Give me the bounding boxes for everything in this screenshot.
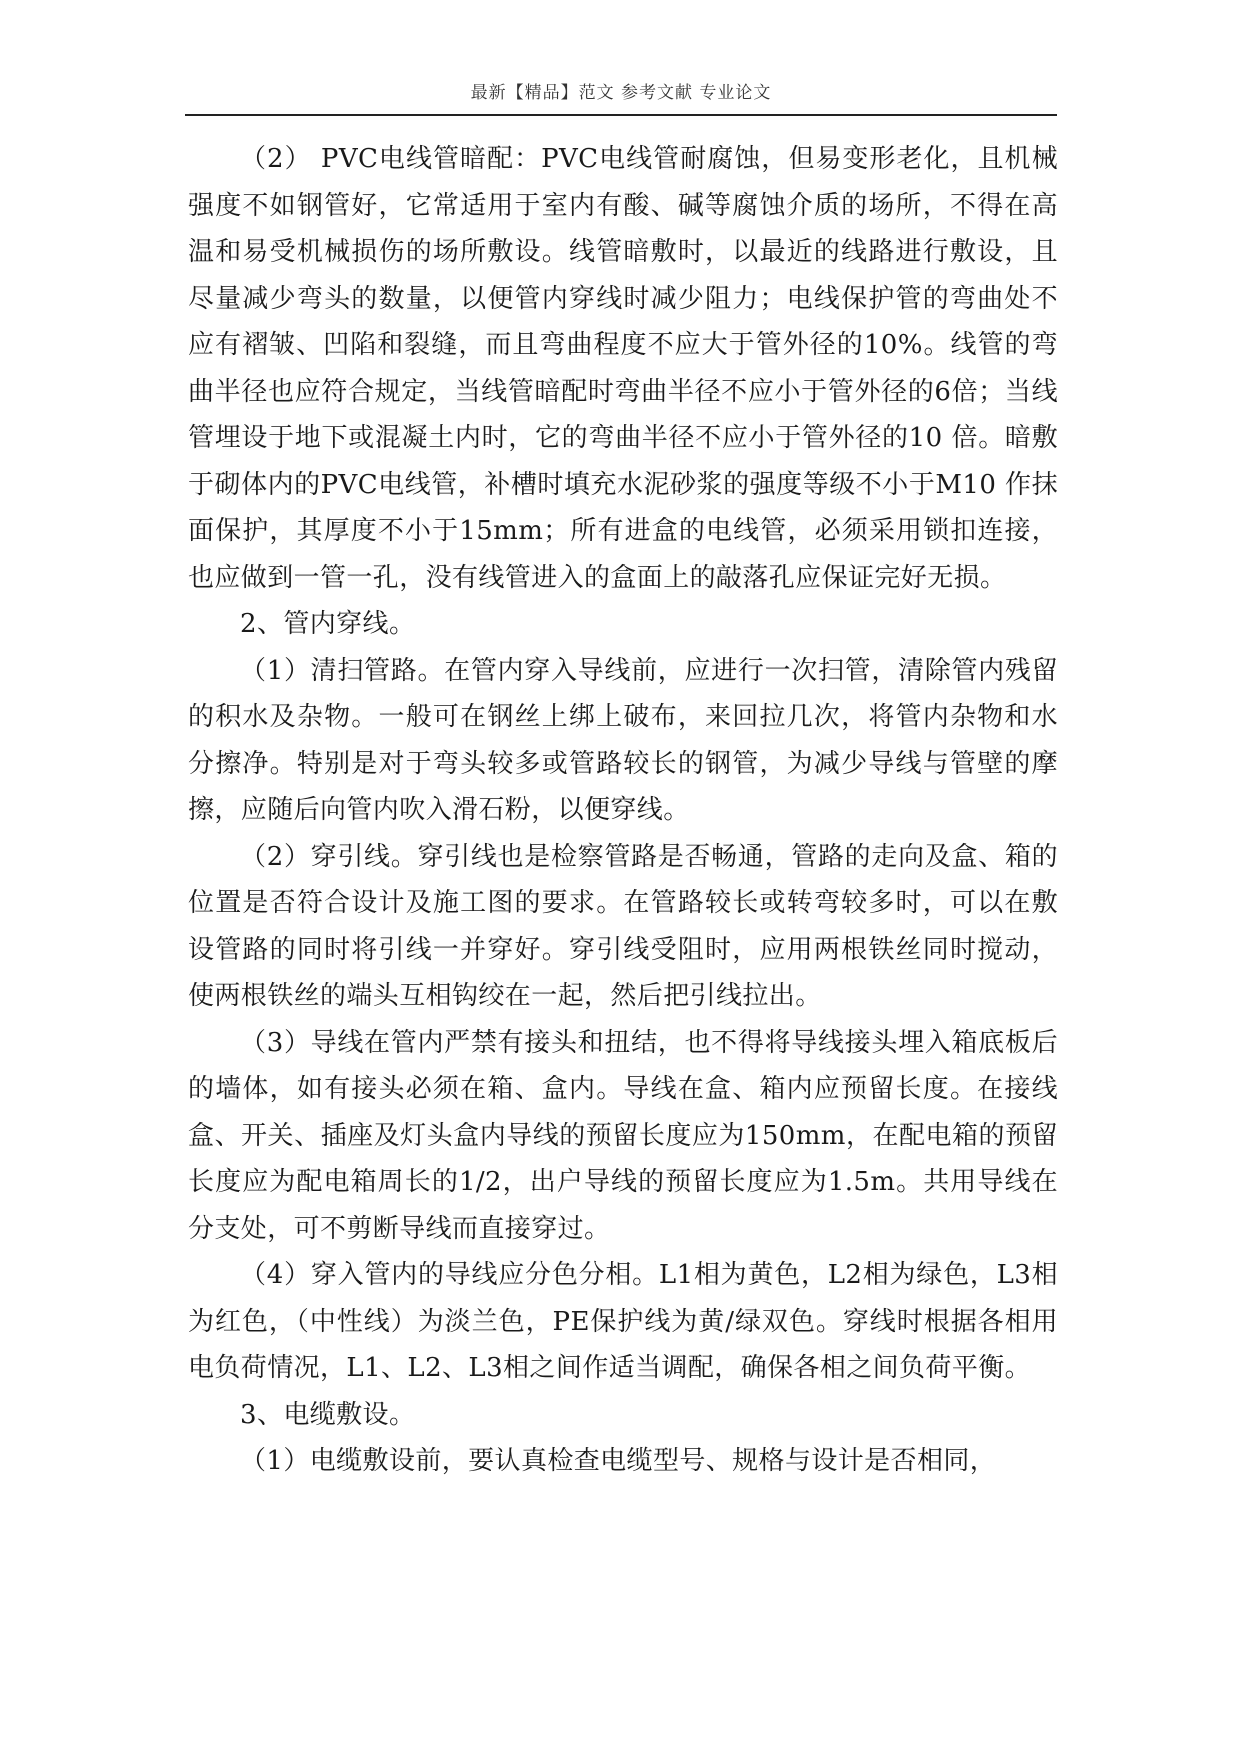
paragraph-clean-conduit: （1）清扫管路。在管内穿入导线前，应进行一次扫管，清除管内残留的积水及杂物。一般可在钢丝上绑上破布，来回拉几次，将管内杂物和水分擦净。特别是对于弯头较多或管路较长的钢管，为减少导线与管壁的摩擦，应随后向管内吹入滑石粉，以便穿线。: [188, 655, 1058, 825]
paragraph-pull-wire: （2）穿引线。穿引线也是检察管路是否畅通，管路的走向及盒、箱的位置是否符合设计及施工图的要求。在管路较长或转弯较多时，可以在敷设管路的同时将引线一并穿好。穿引线受阻时，应用两根铁丝同时搅动，使两根铁丝的端头互相钩绞在一起，然后把引线拉出。: [188, 841, 1058, 1011]
paragraph-cable-check: （1）电缆敷设前，要认真检查电缆型号、规格与设计是否相同，: [240, 1446, 997, 1476]
section-heading-wiring: 2、管内穿线。: [240, 609, 416, 639]
paragraph-no-joints: （3）导线在管内严禁有接头和扭结，也不得将导线接头埋入箱底板后的墙体，如有接头必须在箱、盒内。导线在盒、箱内应预留长度。在接线盒、开关、插座及灯头盒内导线的预留长度应为150mm，在配电箱的预留长度应为配电箱周长的1/2，出户导线的预留长度应为1.5m。共用导线在分支处，可不剪断导线而直接穿过。: [188, 1027, 1058, 1244]
page-header: 最新【精品】范文 参考文献 专业论文: [470, 83, 772, 103]
document-body: [188, 136, 1058, 1485]
paragraph-pvc-conduit: （2） PVC电线管暗配：PVC电线管耐腐蚀，但易变形老化，且机械强度不如钢管好，它常适用于室内有酸、碱等腐蚀介质的场所，不得在高温和易受机械损伤的场所敷设。线管暗敷时，以最近的线路进行敷设，且尽量减少弯头的数量，以便管内穿线时减少阻力；电线保护管的弯曲处不应有褶皱、凹陷和裂缝，而且弯曲程度不应大于管外径的10%。线管的弯曲半径也应符合规定，当线管暗配时弯曲半径不应小于管外径的6倍；当线管埋设于地下或混凝土内时，它的弯曲半径不应小于管外径的10 倍。暗敷于砌体内的PVC电线管，补槽时填充水泥砂浆的强度等级不小于M10 作抹面保护，其厚度不小于15mm；所有进盒的电线管，必须采用锁扣连接，也应做到一管一孔，没有线管进入的盒面上的敲落孔应保证完好无损。: [188, 144, 1058, 593]
header-divider: [185, 114, 1057, 116]
section-heading-cable-laying: 3、电缆敷设。: [240, 1399, 416, 1430]
paragraph-phase-colors: （4）穿入管内的导线应分色分相。L1相为黄色，L2相为绿色，L3相为红色，（中性线）为淡兰色，PE保护线为黄/绿双色。穿线时根据各相用电负荷情况，L1、L2、L3相之间作适当调配，确保各相之间负荷平衡。: [188, 1260, 1058, 1383]
